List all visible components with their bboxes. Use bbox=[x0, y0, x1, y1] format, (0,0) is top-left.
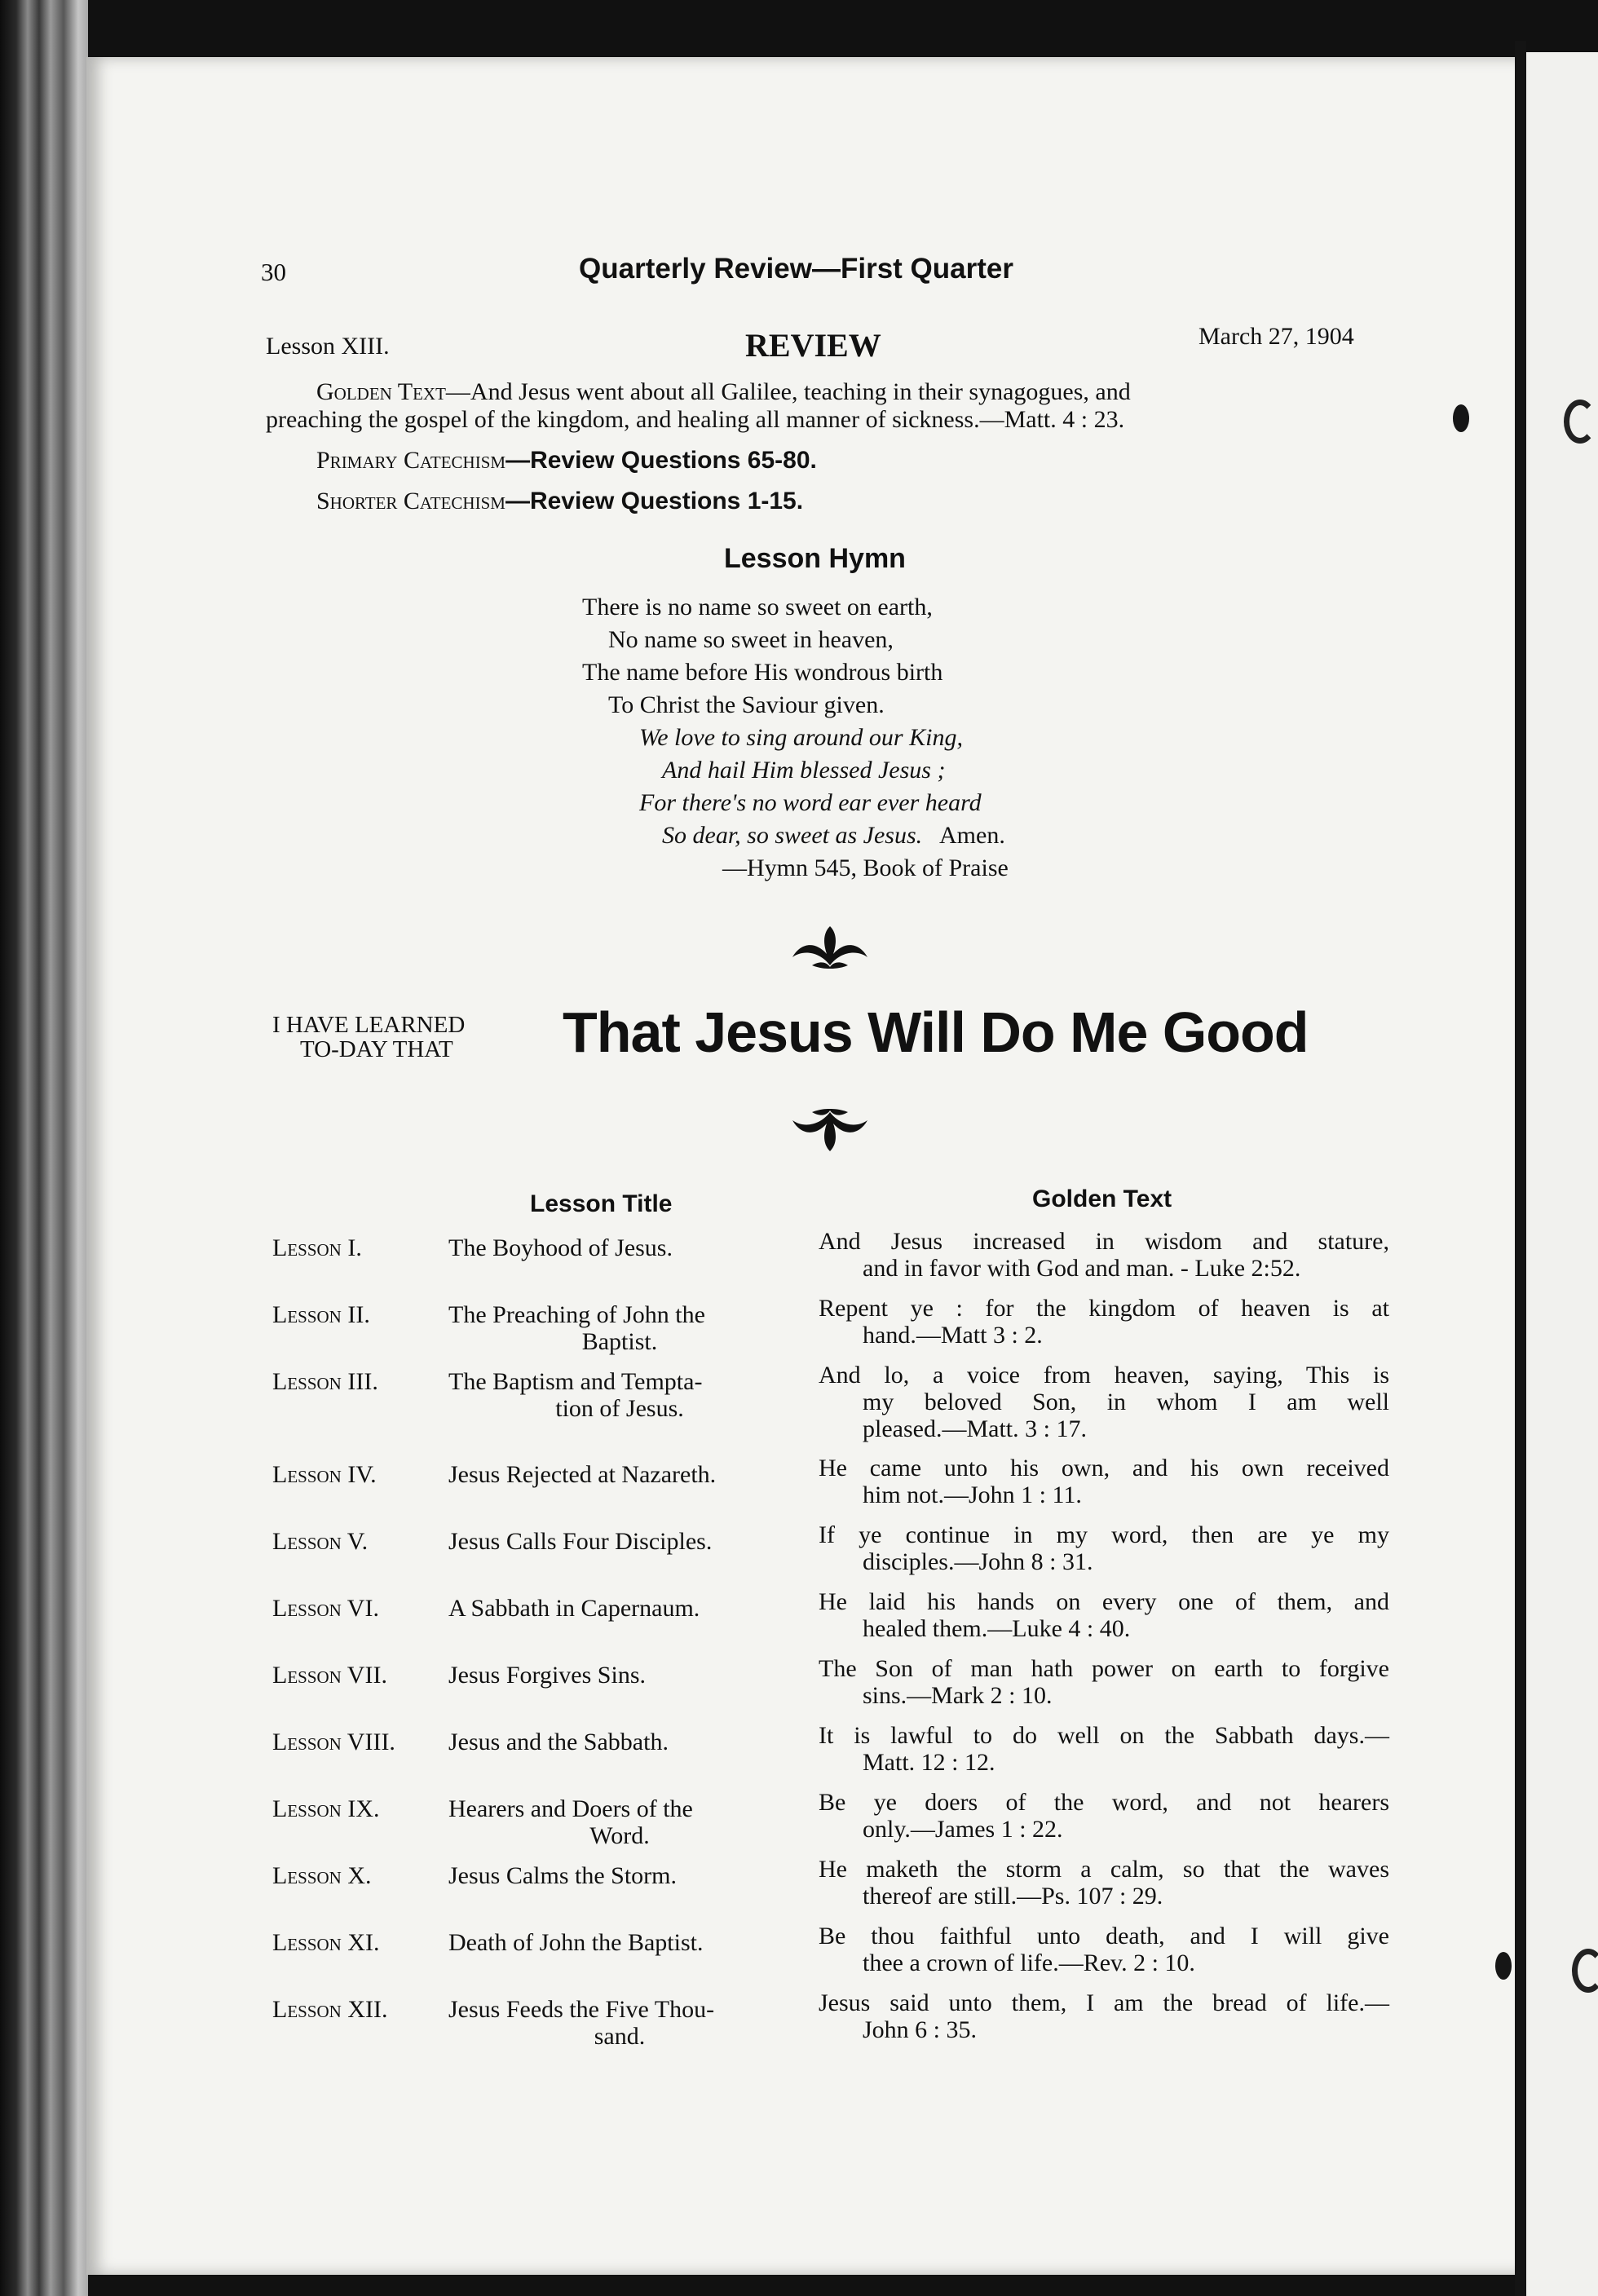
lesson-row-title-line: The Boyhood of Jesus. bbox=[448, 1234, 673, 1261]
hymn-line: No name so sweet in heaven, bbox=[608, 626, 894, 653]
shorter-catechism-label: Shorter Catechism bbox=[316, 488, 505, 514]
lesson-row-number: Lesson XII. bbox=[272, 1996, 388, 2023]
lesson-row-golden-text bbox=[819, 1362, 1389, 1442]
lesson-row-title bbox=[448, 1234, 791, 1261]
hymn-chorus-line: We love to sing around our King, bbox=[639, 724, 963, 751]
primary-catechism-label: Primary Catechism bbox=[316, 447, 506, 474]
lesson-row-golden-text-line: pleased.—Matt. 3 : 17. bbox=[863, 1415, 1087, 1442]
golden-text-label: Golden Text bbox=[316, 378, 446, 405]
learned-statement: That Jesus Will Do Me Good bbox=[563, 1000, 1309, 1064]
book-spine-edge bbox=[0, 0, 88, 2296]
fleuron-ornament-icon bbox=[788, 925, 872, 970]
hymn-line: There is no name so sweet on earth, bbox=[582, 594, 933, 620]
golden-text-body: —And Jesus went about all Galilee, teaching in their synagogues, and bbox=[445, 378, 1131, 405]
binding-hole-icon bbox=[1495, 1952, 1512, 1980]
lesson-row-title-line: The Baptism and Tempta- bbox=[448, 1368, 703, 1395]
lesson-row-golden-text-line: And lo, a voice from heaven, saying, This is bbox=[819, 1362, 1389, 1389]
lesson-row-number: Lesson VII. bbox=[272, 1662, 387, 1689]
lesson-row-title bbox=[448, 1729, 791, 1755]
primary-catechism bbox=[316, 447, 817, 475]
column-heading-title: Lesson Title bbox=[530, 1190, 673, 1217]
lesson-row-title bbox=[448, 1996, 791, 2050]
lesson-row-number: Lesson X. bbox=[272, 1862, 372, 1889]
lesson-row-golden-text-line: healed them.—Luke 4 : 40. bbox=[863, 1615, 1131, 1642]
lesson-row-title-line: Hearers and Doers of the bbox=[448, 1795, 693, 1822]
lesson-row-golden-text-line: The Son of man hath power on earth to forgive bbox=[819, 1655, 1389, 1682]
lesson-row-title bbox=[448, 1301, 791, 1355]
hymn-amen: Amen. bbox=[939, 822, 1005, 849]
lesson-row-number: Lesson VIII. bbox=[272, 1729, 395, 1755]
lesson-row-golden-text bbox=[819, 1228, 1389, 1282]
lesson-row-golden-text-line: only.—James 1 : 22. bbox=[863, 1816, 1063, 1843]
lesson-row-title bbox=[448, 1595, 791, 1622]
lesson-row-golden-text-line: And Jesus increased in wisdom and stature, bbox=[819, 1228, 1389, 1255]
binding-ring-icon bbox=[1572, 1949, 1598, 1993]
hymn-line: To Christ the Saviour given. bbox=[608, 691, 885, 718]
lesson-row-golden-text-line: He laid his hands on every one of them, and bbox=[819, 1588, 1389, 1615]
lesson-title: REVIEW bbox=[745, 327, 881, 364]
lesson-row-golden-text-line: Repent ye : for the kingdom of heaven is at bbox=[819, 1295, 1389, 1322]
lesson-row-golden-text bbox=[819, 1789, 1389, 1843]
hymn-line: The name before His wondrous birth bbox=[582, 659, 943, 686]
page-gutter bbox=[1515, 41, 1526, 2296]
lesson-row-title-line: Jesus Forgives Sins. bbox=[448, 1662, 646, 1689]
primary-catechism-value: —Review Questions 65-80. bbox=[505, 447, 817, 474]
lesson-row-golden-text-line: Be thou faithful unto death, and I will give bbox=[819, 1923, 1389, 1949]
lesson-row-golden-text bbox=[819, 1923, 1389, 1976]
lesson-row-title bbox=[448, 1368, 791, 1422]
lesson-row-title-line: Jesus Calls Four Disciples. bbox=[448, 1528, 713, 1555]
running-head: Quarterly Review—First Quarter bbox=[579, 253, 1013, 285]
lesson-row-title bbox=[448, 1662, 791, 1689]
lesson-row-title-line: Jesus Calms the Storm. bbox=[448, 1862, 678, 1889]
lesson-row-golden-text-line: He came unto his own, and his own received bbox=[819, 1455, 1389, 1481]
hymn-chorus-line: For there's no word ear ever heard bbox=[639, 789, 982, 816]
lesson-row-golden-text bbox=[819, 1521, 1389, 1575]
lesson-row-golden-text-line: disciples.—John 8 : 31. bbox=[863, 1548, 1093, 1575]
lesson-row-golden-text-line: hand.—Matt 3 : 2. bbox=[863, 1322, 1043, 1349]
lesson-row-title bbox=[448, 1862, 791, 1889]
lesson-row-number: Lesson IX. bbox=[272, 1795, 380, 1822]
learned-prefix-line2: TO-DAY THAT bbox=[300, 1036, 453, 1062]
lesson-row-title bbox=[448, 1461, 791, 1488]
golden-text-line2: preaching the gospel of the kingdom, and healing all manner of sickness.—Matt. 4 : 23. bbox=[266, 406, 1125, 433]
lesson-row-golden-text-line: thee a crown of life.—Rev. 2 : 10. bbox=[863, 1949, 1195, 1976]
lesson-row-title-line: The Preaching of John the bbox=[448, 1301, 705, 1328]
hymn-chorus-line: And hail Him blessed Jesus ; bbox=[662, 757, 946, 784]
learned-prefix bbox=[272, 1013, 465, 1062]
binding-hole-icon bbox=[1453, 404, 1469, 432]
hymn-chorus-last bbox=[662, 822, 1005, 850]
lesson-row-title-line: tion of Jesus. bbox=[555, 1395, 684, 1422]
lesson-row-number: Lesson V. bbox=[272, 1528, 369, 1555]
lesson-row-title-line: Baptist. bbox=[581, 1328, 658, 1355]
column-heading-text: Golden Text bbox=[1032, 1186, 1172, 1212]
lesson-row-title-line: Death of John the Baptist. bbox=[448, 1929, 704, 1956]
lesson-row-number: Lesson IV. bbox=[272, 1461, 377, 1488]
lesson-row-golden-text bbox=[819, 1989, 1389, 2043]
lesson-row-golden-text bbox=[819, 1295, 1389, 1349]
lesson-row-golden-text-line: Matt. 12 : 12. bbox=[863, 1749, 995, 1776]
lesson-row-golden-text-line: If ye continue in my word, then are ye my bbox=[819, 1521, 1389, 1548]
page-number: 30 bbox=[261, 258, 286, 286]
lesson-row-title-line: A Sabbath in Capernaum. bbox=[448, 1595, 700, 1622]
lesson-row-golden-text-line: Be ye doers of the word, and not hearers bbox=[819, 1789, 1389, 1816]
lesson-row-golden-text bbox=[819, 1588, 1389, 1642]
fleuron-ornament-icon bbox=[788, 1107, 872, 1153]
lesson-row-title bbox=[448, 1929, 791, 1956]
lesson-row-golden-text-line: Jesus said unto them, I am the bread of life.— bbox=[819, 1989, 1389, 2016]
lesson-row-golden-text-line: and in favor with God and man. - Luke 2:52. bbox=[863, 1255, 1301, 1282]
shorter-catechism bbox=[316, 488, 803, 515]
lesson-row-title-line: Jesus and the Sabbath. bbox=[448, 1729, 669, 1755]
lesson-row-title-line: Word. bbox=[589, 1822, 650, 1849]
lesson-row-number: Lesson III. bbox=[272, 1368, 378, 1395]
lesson-row-golden-text bbox=[819, 1722, 1389, 1776]
lesson-row-golden-text bbox=[819, 1856, 1389, 1910]
lesson-row-golden-text-line: John 6 : 35. bbox=[863, 2016, 978, 2043]
lesson-row-number: Lesson VI. bbox=[272, 1595, 379, 1622]
shorter-catechism-value: —Review Questions 1-15. bbox=[505, 488, 804, 514]
lesson-row-title-line: Jesus Rejected at Nazareth. bbox=[448, 1461, 717, 1488]
lesson-row-golden-text-line: sins.—Mark 2 : 10. bbox=[863, 1682, 1053, 1709]
lesson-row-golden-text-line: him not.—John 1 : 11. bbox=[863, 1481, 1082, 1508]
lesson-row-title bbox=[448, 1528, 791, 1555]
binding-ring-icon bbox=[1564, 400, 1596, 444]
hymn-heading: Lesson Hymn bbox=[724, 543, 906, 574]
lesson-row-number: Lesson II. bbox=[272, 1301, 370, 1328]
lesson-number: Lesson XIII. bbox=[266, 333, 390, 360]
lesson-row-golden-text-line: He maketh the storm a calm, so that the waves bbox=[819, 1856, 1389, 1883]
lesson-row-title-line: Jesus Feeds the Five Thou- bbox=[448, 1996, 715, 2023]
lesson-row-title-line: sand. bbox=[594, 2023, 646, 2050]
lesson-row-number: Lesson XI. bbox=[272, 1929, 380, 1956]
lesson-row-golden-text-line: my beloved Son, in whom I am well bbox=[863, 1389, 1389, 1415]
lesson-row-number: Lesson I. bbox=[272, 1234, 362, 1261]
lesson-date: March 27, 1904 bbox=[1198, 323, 1354, 350]
golden-text-line1 bbox=[316, 378, 1131, 406]
lesson-row-golden-text-line: thereof are still.—Ps. 107 : 29. bbox=[863, 1883, 1163, 1910]
hymn-chorus-last-text: So dear, so sweet as Jesus. bbox=[662, 822, 923, 849]
learned-prefix-line1: I HAVE LEARNED bbox=[272, 1012, 466, 1038]
lesson-row-title bbox=[448, 1795, 791, 1849]
lesson-row-golden-text bbox=[819, 1655, 1389, 1709]
hymn-source: —Hymn 545, Book of Praise bbox=[722, 854, 1009, 881]
lesson-row-golden-text-line: It is lawful to do well on the Sabbath days.— bbox=[819, 1722, 1389, 1749]
lesson-row-golden-text bbox=[819, 1455, 1389, 1508]
